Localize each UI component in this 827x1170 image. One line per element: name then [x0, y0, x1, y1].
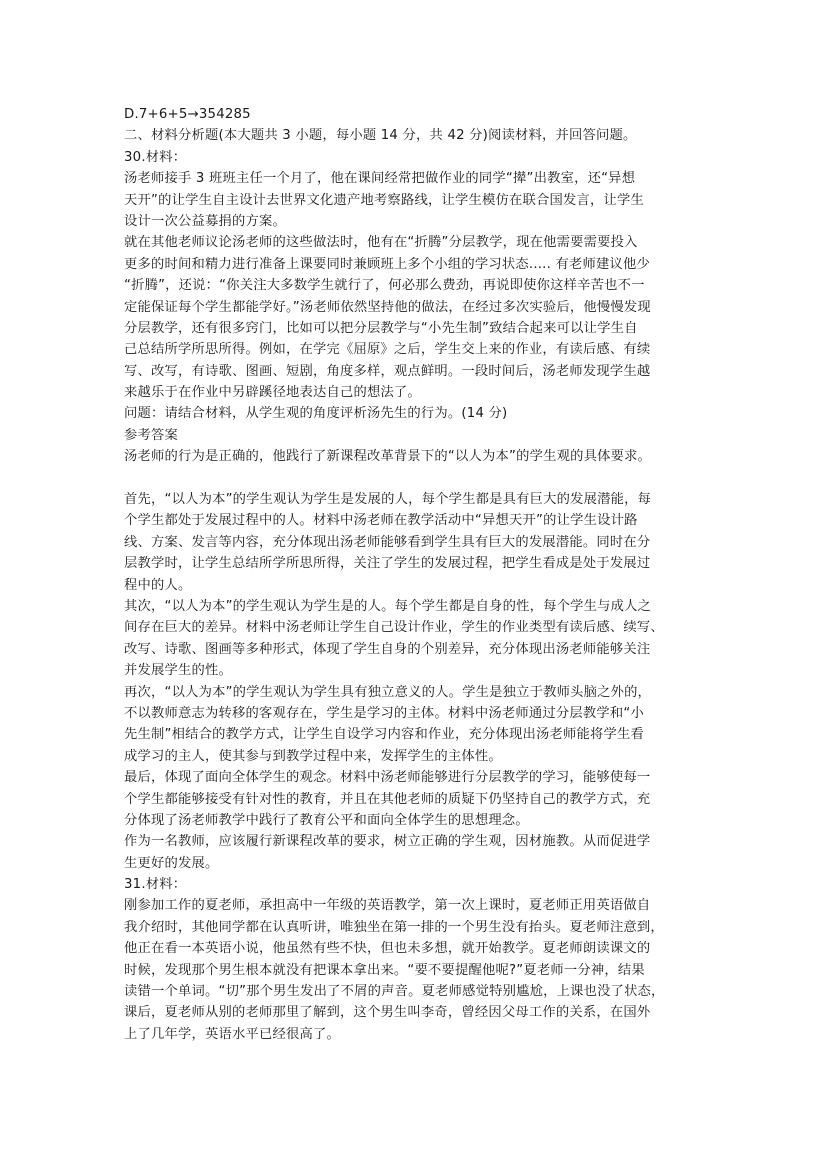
text-line: 其次，“以人为本”的学生观认为学生是的人。每个学生都是自身的性，每个学生与成人之 [124, 598, 652, 614]
text-line: 己总结所学所思所得。例如，在学完《屈原》之后，学生交上来的作业，有读后感、有续 [124, 342, 651, 358]
text-line: 汤老师的行为是正确的，他践行了新课程改革背景下的“以人为本”的学生观的具体要求。 [124, 449, 652, 465]
text-line: 再次，“以人为本”的学生观认为学生具有独立意义的人。学生是独立于教师头脑之外的， [124, 684, 652, 700]
text-line: 来越乐于在作业中另辟蹊径地表达自己的想法了。 [124, 385, 421, 401]
text-line: 首先，“以人为本”的学生观认为学生是发展的人，每个学生都是具有巨大的发展潜能，每 [124, 492, 652, 508]
text-line: 读错一个单词。“切”那个男生发出了不屑的声音。夏老师感觉特别尴尬，上课也没了状态， [124, 984, 665, 1000]
text-line: 不以教师意志为转移的客观存在，学生是学习的主体。材料中汤老师通过分层教学和“小 [124, 705, 644, 721]
text-line: 参考答案 [124, 427, 178, 443]
text-line: 就在其他老师议论汤老师的这些做法时，他有在“折腾”分层教学，现在他需要需要投入 [124, 235, 638, 251]
text-line: 时候，发现那个男生根本就没有把课本拿出来。“要不要提醒他呢?”夏老师一分神，结果 [124, 962, 645, 978]
text-line: 作为一名教师，应该履行新课程改革的要求，树立正确的学生观，因材施教。从而促进学 [124, 834, 651, 850]
text-line: 改写、诗歌、图画等多种形式，体现了学生自身的个别差异，充分体现出汤老师能够关注 [124, 641, 651, 657]
text-line: 并发展学生的性。 [124, 663, 232, 679]
text-line: 设计一次公益募捐的方案。 [124, 213, 286, 229]
text-line: 成学习的主人，使其参与到教学过程中来，发挥学生的主体性。 [124, 748, 502, 764]
text-line: 定能保证每个学生都能学好。”汤老师依然坚持他的做法，在经过多次实验后，他慢慢发现 [124, 299, 651, 315]
text-line: 汤老师接手 3 班班主任一个月了，他在课间经常把做作业的同学“撵”出教室，还“异想 [124, 171, 636, 187]
text-line: “折腾”，还说：“你关注大多数学生就行了，何必那么费劲，再说即使你这样辛苦也不一 [124, 278, 645, 294]
text-line: 生更好的发展。 [124, 855, 219, 871]
text-line: D.7+6+5→354285 [124, 107, 251, 122]
text-line: 更多的时间和精力进行准备上课要同时兼顾班上多个小组的学习状态..... 有老师建议他少 [124, 256, 650, 272]
text-line: 30.材料： [124, 149, 187, 165]
text-line: 最后，体现了面向全体学生的观念。材料中汤老师能够进行分层教学的学习，能够使每一 [124, 770, 651, 786]
text-line: 31.材料： [124, 877, 187, 893]
text-line: 个学生都能够接受有针对性的教育，并且在其他老师的质疑下仍坚持自己的教学方式，充 [124, 791, 651, 807]
text-line: 分体现了汤老师教学中践行了教育公平和面向全体学生的思想理念。 [124, 812, 529, 828]
text-line: 间存在巨大的差异。材料中汤老师让学生自己设计作业，学生的作业类型有读后感、续写、 [124, 620, 664, 636]
text-line: 上了几年学，英语水平已经很高了。 [124, 1026, 340, 1042]
text-line: 二、材料分析题(本大题共 3 小题，每小题 14 分，共 42 分)阅读材料，并回答问题。 [124, 128, 637, 144]
text-line: 分层教学，还有很多窍门，比如可以把分层教学与“小先生制”致结合起来可以让学生自 [124, 320, 638, 336]
text-line: 问题：请结合材料，从学生观的角度评析汤先生的行为。(14 分) [124, 406, 508, 422]
text-line: 线、方案、发言等内容，充分体现出汤老师能够看到学生具有巨大的发展潜能。同时在分 [124, 534, 651, 550]
text-line: 课后，夏老师从别的老师那里了解到，这个男生叫李奇，曾经因父母工作的关系，在国外 [124, 1005, 651, 1021]
text-line: 刚参加工作的夏老师，承担高中一年级的英语教学，第一次上课时，夏老师正用英语做自 [124, 898, 651, 914]
text-line: 程中的人。 [124, 577, 192, 593]
text-line: 天开”的让学生自主设计去世界文化遗产地考察路线，让学生模仿在联合国发言，让学生 [124, 192, 644, 208]
text-line: 我介绍时，其他同学都在认真听讲，唯独坐在第一排的一个男生没有抬头。夏老师注意到， [124, 919, 664, 935]
text-line: 先生制”相结合的教学方式，让学生自设学习内容和作业，充分体现出汤老师能将学生看 [124, 727, 644, 743]
text-line: 写、改写，有诗歌、图画、短剧，角度多样，观点鲜明。一段时间后，汤老师发现学生越 [124, 363, 651, 379]
text-line: 个学生都处于发展过程中的人。材料中汤老师在教学活动中“异想天开”的让学生设计路 [124, 513, 638, 529]
text-line: 他正在看一本英语小说，他虽然有些不快，但也未多想，就开始教学。夏老师朗读课文的 [124, 941, 651, 957]
blank-line [124, 468, 715, 489]
text-line: 层教学时，让学生总结所学所思所得，关注了学生的发展过程，把学生看成是处于发展过 [124, 556, 651, 572]
